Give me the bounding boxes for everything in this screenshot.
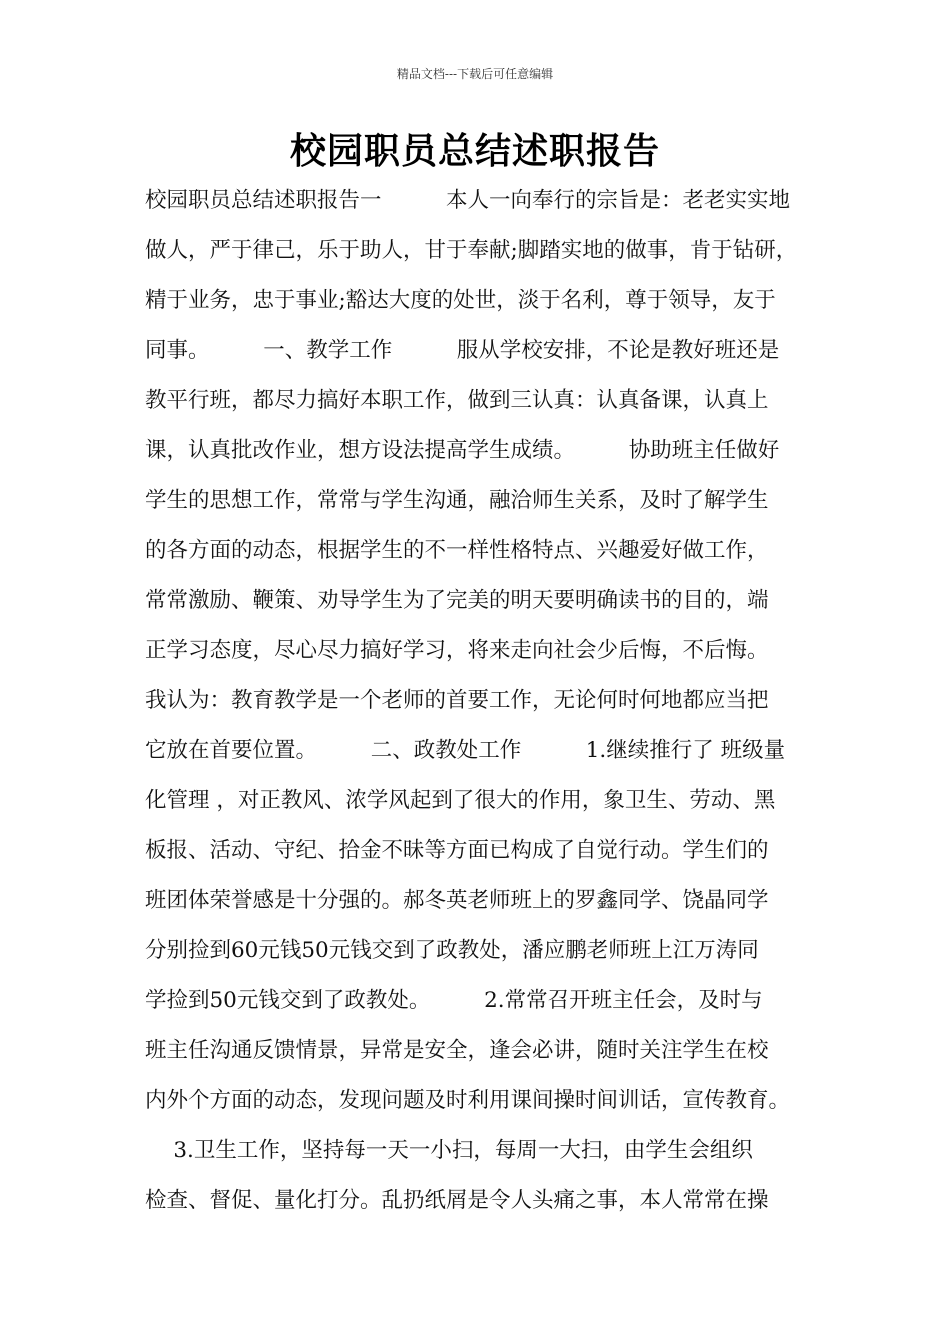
body-line: 校园职员总结述职报告一 本人一向奉行的宗旨是：老老实实地 xyxy=(145,188,791,213)
body-line: 3.卫生工作，坚持每一天一小扫，每周一大扫，由学生会组织 xyxy=(145,1138,753,1163)
body-line: 常常激励、鞭策、劝导学生为了完美的明天要明确读书的目的，端 xyxy=(145,588,769,613)
body-line: 内外个方面的动态，发现问题及时利用课间操时间训话，宣传教育。 xyxy=(145,1088,791,1113)
body-line: 学捡到50元钱交到了政教处。 2.常常召开班主任会，及时与 xyxy=(145,988,763,1013)
body-line: 学生的思想工作，常常与学生沟通，融洽师生关系，及时了解学生 xyxy=(145,488,769,513)
body-line: 的各方面的动态，根据学生的不一样性格特点、兴趣爱好做工作， xyxy=(145,538,769,563)
body-line: 教平行班，都尽力搞好本职工作，做到三认真：认真备课，认真上 xyxy=(145,388,769,413)
page-header: 精品文档---下载后可任意编辑 xyxy=(396,67,554,81)
body-line: 精于业务，忠于事业;豁达大度的处世，淡于名利，尊于领导，友于 xyxy=(145,288,776,313)
body-line: 检查、督促、量化打分。乱扔纸屑是令人头痛之事，本人常常在操 xyxy=(145,1188,769,1213)
body-line: 板报、活动、守纪、拾金不昧等方面已构成了自觉行动。学生们的 xyxy=(145,838,769,863)
body-line: 化管理 ，对正教风、浓学风起到了很大的作用，象卫生、劳动、黑 xyxy=(145,788,776,813)
body-line: 班团体荣誉感是十分强的。郝冬英老师班上的罗鑫同学、饶晶同学 xyxy=(145,888,769,913)
body-line: 正学习态度，尽心尽力搞好学习，将来走向社会少后悔，不后悔。 xyxy=(145,638,769,663)
body-line: 它放在首要位置。 二、政教处工作 1.继续推行了 班级量 xyxy=(145,738,786,763)
body-line: 做人，严于律己，乐于助人，甘于奉献;脚踏实地的做事，肯于钻研， xyxy=(145,238,798,263)
body-line: 课，认真批改作业，想方设法提高学生成绩。 协助班主任做好 xyxy=(145,438,780,463)
document-body xyxy=(145,176,835,1226)
document-title: 校园职员总结述职报告 xyxy=(289,131,660,172)
body-line: 分别捡到60元钱50元钱交到了政教处，潘应鹏老师班上江万涛同 xyxy=(145,938,759,963)
body-line: 同事。 一、教学工作 服从学校安排，不论是教好班还是 xyxy=(145,338,780,363)
body-line: 班主任沟通反馈情景，异常是安全，逢会必讲，随时关注学生在校 xyxy=(145,1038,769,1063)
body-line: 我认为：教育教学是一个老师的首要工作，无论何时何地都应当把 xyxy=(145,688,769,713)
